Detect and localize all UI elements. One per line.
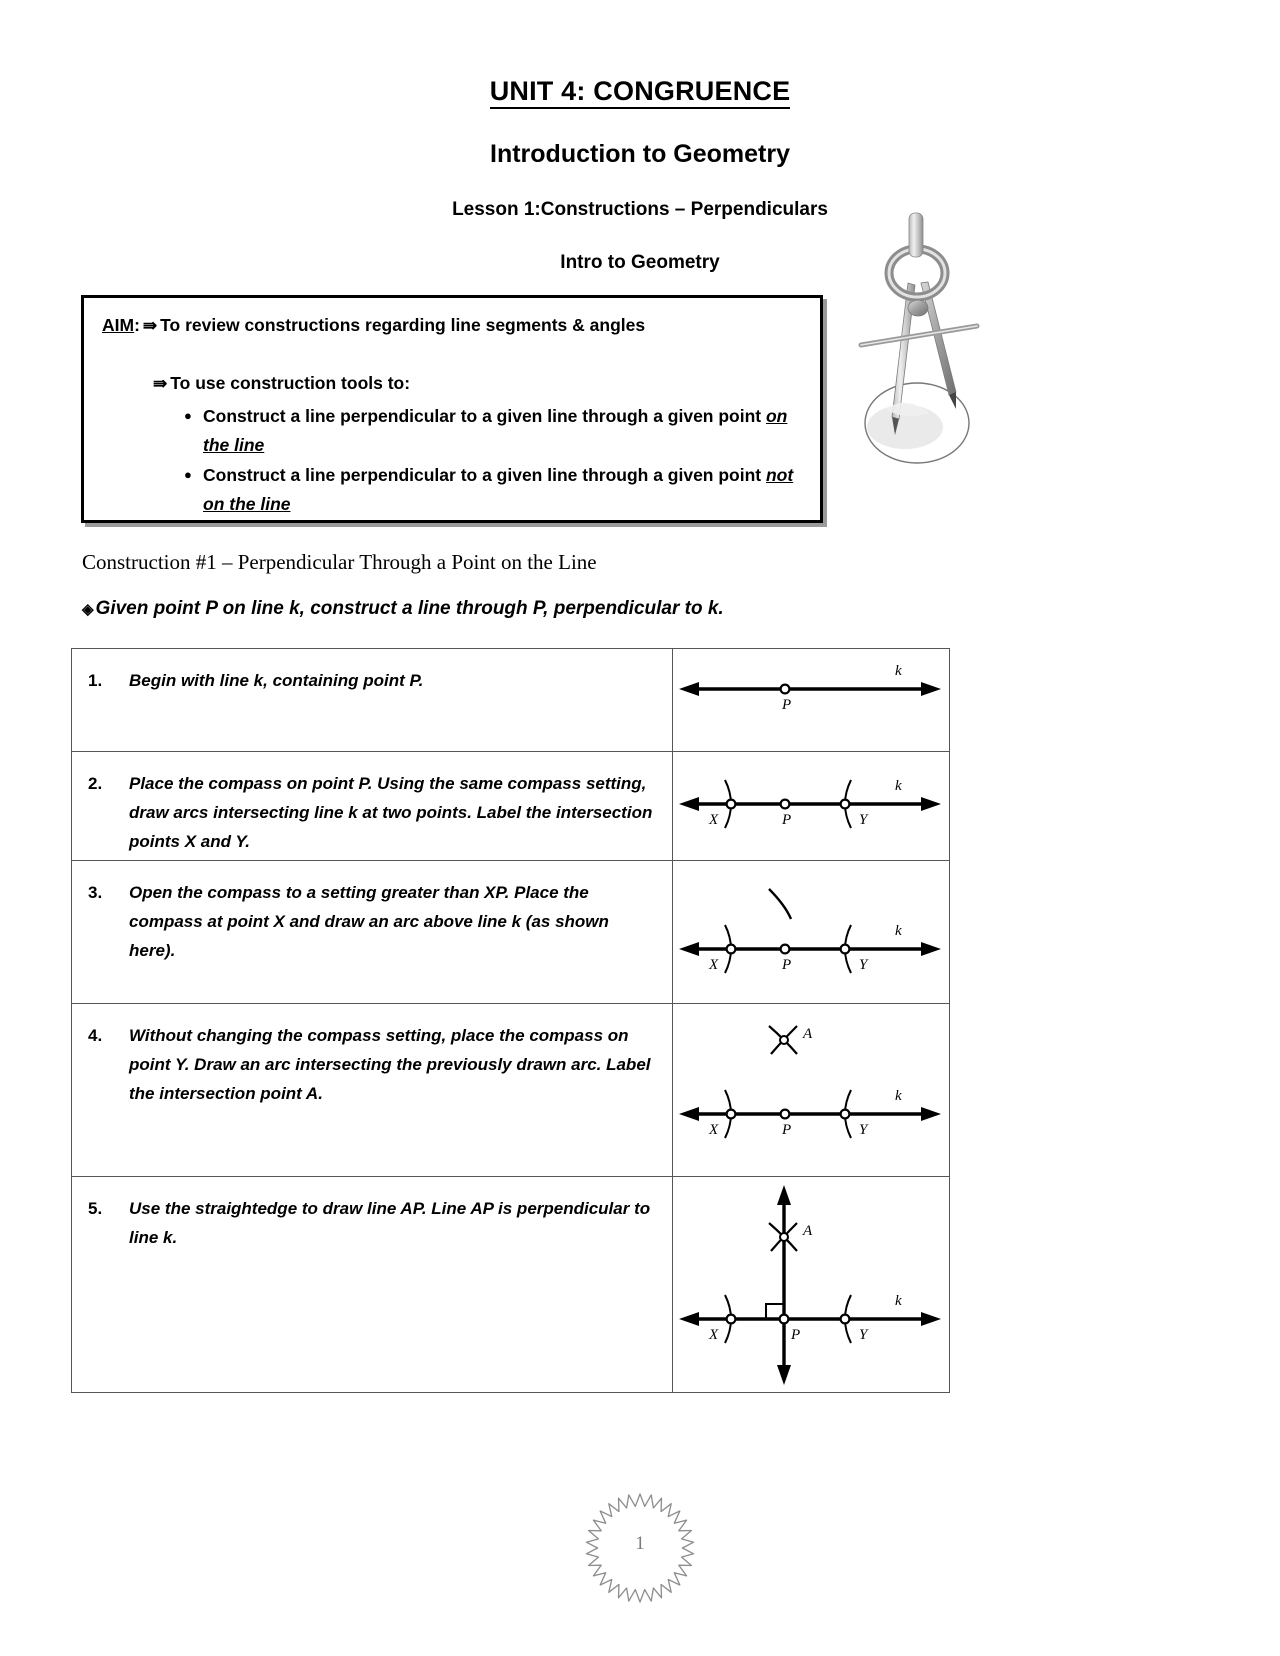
- aim-bullet-emphasis: on the line: [203, 406, 788, 455]
- unit-title: [0, 76, 1280, 107]
- arrow-icon: ⇛: [142, 316, 158, 335]
- aim-bullet-text: Construct a line perpendicular to a given line through a given point: [203, 406, 766, 426]
- construction-steps-table: [71, 648, 950, 1393]
- step-figure-cell: [673, 1004, 950, 1177]
- figure-label-p: P: [782, 957, 792, 973]
- figure-label-k: k: [895, 663, 902, 679]
- table-row: [72, 1004, 950, 1177]
- document-subtitle: Introduction to Geometry: [490, 140, 790, 168]
- aim-line1-text: To review constructions regarding line segments & angles: [160, 315, 646, 335]
- step-instruction: Begin with line k, containing point P.: [129, 671, 424, 690]
- bullet-dot-icon: ●: [184, 467, 192, 482]
- figure-label-a: A: [803, 1223, 813, 1239]
- page-number-badge: [0, 1488, 1280, 1608]
- figure-label-x: X: [709, 812, 719, 828]
- figure-line-with-point-p: [673, 649, 949, 751]
- aim-bullet-item: [184, 461, 804, 518]
- aim-line2-text: To use construction tools to:: [170, 373, 411, 393]
- aim-first-objective: [102, 315, 645, 336]
- step-text-cell: [72, 861, 673, 1004]
- page-number: 1: [635, 1533, 645, 1554]
- table-row: [72, 649, 950, 752]
- figure-label-x: X: [709, 1327, 719, 1343]
- aim-bullet-text: Construct a line perpendicular to a given line through a given point: [203, 465, 766, 485]
- step-text-cell: [72, 752, 673, 861]
- step-figure-cell: [673, 752, 950, 861]
- compass-tool-image: [845, 195, 995, 485]
- aim-box: [81, 295, 823, 523]
- step-instruction: Open the compass to a setting greater than XP. Place the compass at point X and draw an arc above line k (as shown here).: [129, 883, 609, 960]
- figure-label-k: k: [895, 1088, 902, 1104]
- figure-label-x: X: [709, 957, 719, 973]
- figure-label-p: P: [782, 1122, 792, 1138]
- figure-label-y: Y: [859, 812, 868, 828]
- unit-title-text: UNIT 4: CONGRUENCE: [490, 76, 791, 109]
- figure-line-with-perpendicular: [673, 1177, 949, 1392]
- intro-line: Intro to Geometry: [560, 252, 720, 273]
- step-text-cell: [72, 1004, 673, 1177]
- step-number: 1.: [88, 671, 103, 690]
- table-row: [72, 752, 950, 861]
- given-statement: [82, 598, 724, 620]
- figure-line-with-upper-arc: [673, 861, 949, 1003]
- figure-line-with-arcs-xy: [673, 752, 949, 860]
- figure-label-y: Y: [859, 1327, 868, 1343]
- step-number: 5.: [88, 1199, 103, 1218]
- figure-label-p: P: [782, 812, 792, 828]
- lesson-line: Lesson 1:Constructions – Perpendiculars: [452, 199, 828, 220]
- step-instruction: Place the compass on point P. Using the same compass setting, draw arcs intersecting line k at two points. Label the intersection points X and Y.: [129, 774, 653, 851]
- diamond-bullet-icon: ◈: [82, 601, 94, 618]
- aim-label: AIM: [102, 315, 135, 335]
- figure-line-with-point-a: [673, 1004, 949, 1176]
- given-statement-text: Given point P on line k, construct a line through P, perpendicular to k.: [95, 598, 724, 619]
- step-number: 2.: [88, 774, 103, 793]
- figure-label-x: X: [709, 1122, 719, 1138]
- aim-bullet-emphasis: not on the line: [203, 465, 794, 514]
- figure-label-y: Y: [859, 1122, 868, 1138]
- step-number: 4.: [88, 1026, 103, 1045]
- aim-bullet-list: [184, 402, 804, 520]
- table-row: [72, 861, 950, 1004]
- figure-label-p: P: [791, 1327, 801, 1343]
- figure-label-k: k: [895, 923, 902, 939]
- step-number: 3.: [88, 883, 103, 902]
- step-figure-cell: [673, 861, 950, 1004]
- step-figure-cell: [673, 649, 950, 752]
- figure-label-k: k: [895, 1293, 902, 1309]
- step-instruction: Use the straightedge to draw line AP. Line AP is perpendicular to line k.: [129, 1199, 651, 1247]
- bullet-dot-icon: ●: [184, 408, 192, 423]
- figure-label-a: A: [803, 1026, 813, 1042]
- aim-second-objective: [150, 373, 410, 394]
- step-instruction: Without changing the compass setting, place the compass on point Y. Draw an arc intersecting the previously drawn arc. Label the intersection point A.: [129, 1026, 651, 1103]
- aim-bullet-item: [184, 402, 804, 459]
- table-row: [72, 1177, 950, 1393]
- figure-label-y: Y: [859, 957, 868, 973]
- figure-label-p: P: [782, 697, 792, 713]
- construction-heading: Construction #1 – Perpendicular Through a Point on the Line: [82, 550, 597, 574]
- step-text-cell: [72, 649, 673, 752]
- figure-label-k: k: [895, 778, 902, 794]
- step-text-cell: [72, 1177, 673, 1393]
- arrow-icon: ⇛: [153, 374, 168, 393]
- step-figure-cell: [673, 1177, 950, 1393]
- aim-colon: :: [134, 315, 140, 335]
